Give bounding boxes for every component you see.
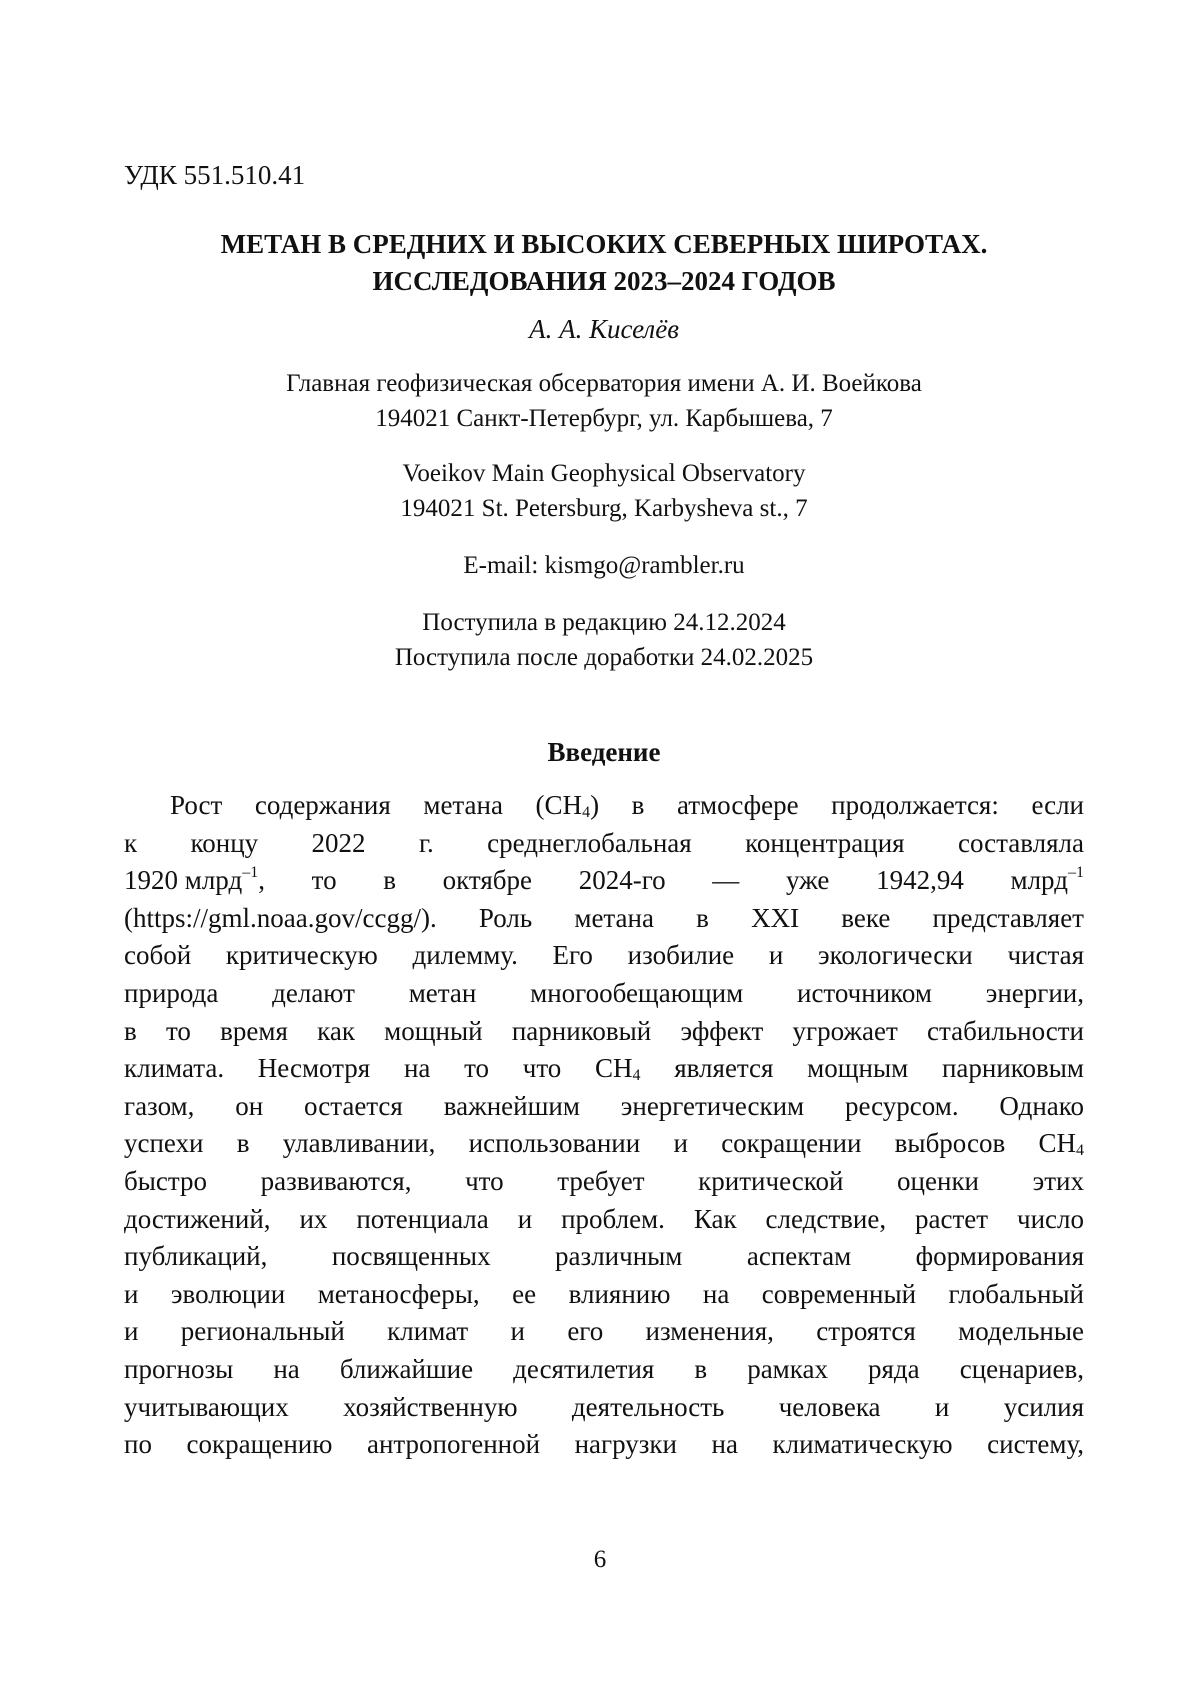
paragraph-line: природа делают метан многообещающим источником энергии, — [124, 975, 1084, 1013]
paragraph-line: собой критическую дилемму. Его изобилие и экологически чистая — [124, 937, 1084, 975]
section-heading-introduction: Введение — [124, 735, 1084, 769]
paragraph-line: Рост содержания метана (CH4) в атмосфере продолжается: если — [124, 787, 1084, 825]
affiliation-english — [124, 456, 1084, 526]
page-number: 6 — [0, 1545, 1200, 1575]
paragraph-line: достижений, их потенциала и проблем. Как следствие, растет число — [124, 1201, 1084, 1239]
introduction-paragraph — [124, 787, 1084, 1464]
received-dates — [124, 605, 1084, 675]
paragraph-line: успехи в улавливании, использовании и сокращении выбросов CH4 — [124, 1125, 1084, 1163]
paragraph-line: и региональный климат и его изменения, строятся модельные — [124, 1313, 1084, 1351]
paragraph-line: к концу 2022 г. среднеглобальная концентрация составляла — [124, 825, 1084, 863]
article-page — [124, 158, 1084, 1464]
article-title-line-1: МЕТАН В СРЕДНИХ И ВЫСОКИХ СЕВЕРНЫХ ШИРОТАХ. — [221, 229, 988, 259]
paragraph-line: и эволюции метаносферы, ее влиянию на современный глобальный — [124, 1276, 1084, 1314]
paragraph-line: климата. Несмотря на то что CH4 является мощным парниковым — [124, 1050, 1084, 1088]
affiliation-english-line-1: Voeikov Main Geophysical Observatory — [403, 460, 806, 487]
paragraph-line: газом, он остается важнейшим энергетическим ресурсом. Однако — [124, 1088, 1084, 1126]
affiliation-english-line-2: 194021 St. Petersburg, Karbysheva st., 7 — [400, 495, 807, 522]
affiliation-russian — [124, 366, 1084, 436]
author-email: E-mail: kismgo@rambler.ru — [124, 548, 1084, 583]
paragraph-line: 1920 млрд–1, то в октябре 2024-го — уже 1942,94 млрд–1 — [124, 862, 1084, 900]
received-date-line-2: Поступила после доработки 24.02.2025 — [395, 644, 813, 671]
paragraph-line: учитывающих хозяйственную деятельность человека и усилия — [124, 1389, 1084, 1427]
paragraph-line: публикаций, посвященных различным аспектам формирования — [124, 1238, 1084, 1276]
received-date-line-1: Поступила в редакцию 24.12.2024 — [422, 609, 785, 636]
author-name: А. А. Киселёв — [124, 312, 1084, 346]
paragraph-line: в то время как мощный парниковый эффект угрожает стабильности — [124, 1013, 1084, 1051]
udk-code: УДК 551.510.41 — [124, 158, 1084, 192]
paragraph-line: по сокращению антропогенной нагрузки на климатическую систему, — [124, 1426, 1084, 1464]
article-title — [124, 226, 1084, 300]
paragraph-line: прогнозы на ближайшие десятилетия в рамках ряда сценариев, — [124, 1351, 1084, 1389]
affiliation-russian-line-2: 194021 Санкт-Петербург, ул. Карбышева, 7 — [375, 405, 833, 432]
article-title-line-2: ИССЛЕДОВАНИЯ 2023–2024 ГОДОВ — [372, 266, 835, 296]
paragraph-line: (https://gml.noaa.gov/ccgg/). Роль метана в XXI веке представляет — [124, 900, 1084, 938]
affiliation-russian-line-1: Главная геофизическая обсерватория имени А. И. Воейкова — [286, 370, 922, 397]
paragraph-line: быстро развиваются, что требует критической оценки этих — [124, 1163, 1084, 1201]
